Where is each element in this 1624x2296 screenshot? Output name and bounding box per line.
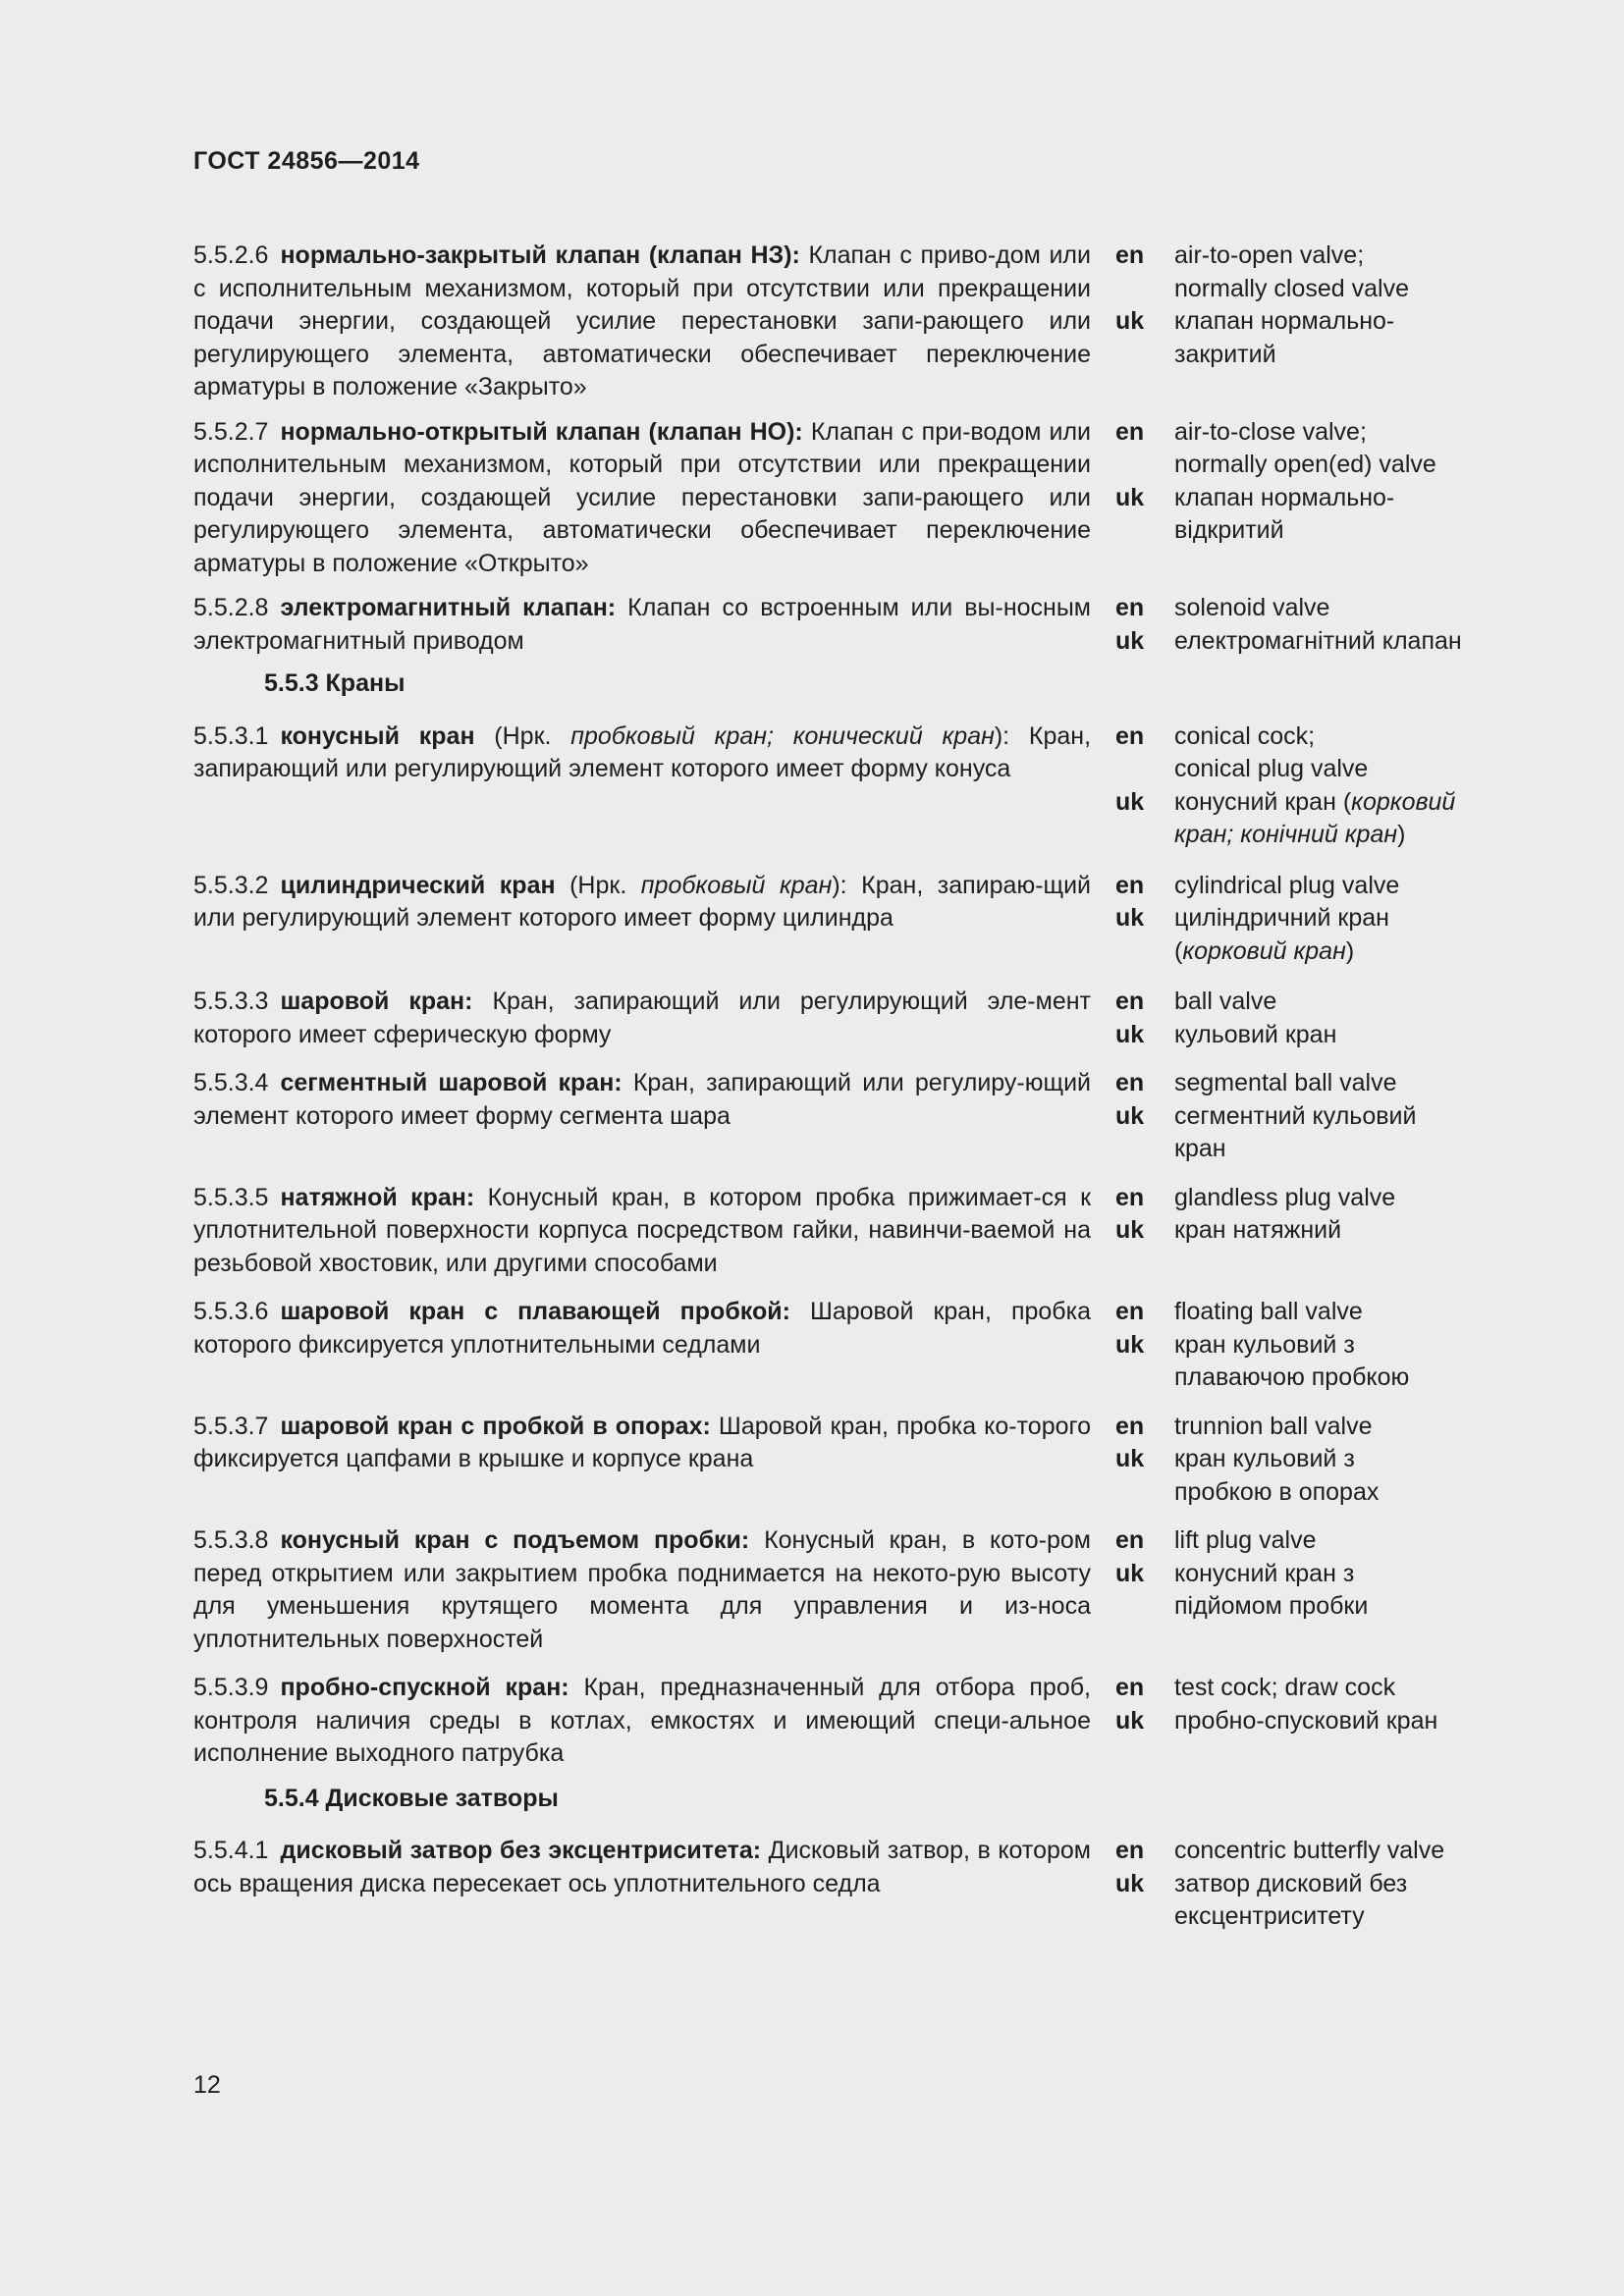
definition-line: Клапан с приво- — [808, 241, 997, 269]
definition-line: Кран, — [1028, 721, 1092, 750]
definition — [193, 240, 1091, 404]
en-term: lift plug valve — [1174, 1526, 1317, 1554]
translations — [1174, 592, 1498, 658]
lang-en-label: en — [1115, 417, 1145, 446]
en-term: trunnion ball valve — [1174, 1412, 1373, 1440]
uk-term: закритий — [1174, 340, 1276, 368]
clause-number: 5.5.4.1 — [193, 1837, 269, 1864]
term-title: шаровой кран: — [280, 988, 473, 1015]
language-codes — [1115, 592, 1174, 658]
lang-uk-label: uk — [1115, 307, 1145, 335]
uk-term: конусний кран з — [1174, 1559, 1355, 1587]
definition-line: щий или регулирующий элемент которого имеет форму цилиндра — [193, 871, 1092, 932]
language-codes — [1115, 986, 1174, 1051]
term-entry-5-5-2-7 — [193, 416, 1499, 581]
lang-en-label: en — [1115, 1674, 1145, 1701]
definition-line: прекращении подачи энергии, создающей усилие перестановки запи- — [193, 274, 1092, 335]
term-entry-5-5-3-2 — [193, 870, 1499, 969]
definition-line: ром перед открытием или закрытием пробка поднимается на некото- — [193, 1526, 1091, 1587]
en-term: normally closed valve — [1174, 274, 1409, 302]
lang-en-label: en — [1115, 721, 1145, 750]
translations — [1174, 1296, 1498, 1395]
definition-line: рающего или регулирующего элемента, автоматически обеспечивает — [193, 307, 1092, 368]
translations — [1174, 1067, 1498, 1166]
definition-line: мент которого имеет сферическую форму — [193, 988, 1091, 1048]
lang-en-label: en — [1115, 594, 1145, 621]
term-entry-5-5-3-5 — [193, 1182, 1499, 1281]
definition — [193, 1672, 1091, 1771]
definition-line: Кран, предназначенный для отбора — [583, 1674, 1015, 1701]
definition-line: ся к уплотнительной поверхности корпуса посредством гайки, навинчи- — [193, 1183, 1092, 1244]
uk-term: плаваючою пробкою — [1174, 1363, 1410, 1391]
term-entry-5-5-3-3 — [193, 986, 1499, 1051]
lang-en-label: en — [1115, 1526, 1145, 1554]
definition-line: ваемой на резьбовой хвостовик, или другими способами — [193, 1216, 1091, 1277]
term-title: нормально-закрытый клапан (клапан НЗ): — [280, 241, 800, 269]
translations — [1174, 1411, 1498, 1510]
definition — [193, 1411, 1091, 1510]
uk-term: пробкою в опорах — [1174, 1477, 1380, 1506]
definition-line: Дисковый затвор, в — [768, 1837, 991, 1864]
lang-en-label: en — [1115, 1183, 1145, 1211]
lang-uk-label: uk — [1115, 1445, 1145, 1472]
definition — [193, 592, 1091, 658]
term-title: электромагнитный клапан: — [280, 594, 617, 621]
uk-term: кульовий кран — [1174, 1020, 1337, 1048]
non-recommended-suffix: ): — [832, 871, 847, 899]
translations — [1174, 1672, 1498, 1771]
non-recommended-prefix: (Нрк. — [569, 871, 641, 899]
en-term: glandless plug valve — [1174, 1183, 1396, 1211]
uk-term: затвор дисковий без — [1174, 1869, 1408, 1897]
clause-number: 5.5.2.7 — [193, 417, 269, 446]
definition-line: Конусный кран, в котором пробка прижимает- — [487, 1183, 1042, 1211]
clause-number: 5.5.3.4 — [193, 1069, 269, 1096]
translations — [1174, 1835, 1498, 1934]
translations — [1174, 1524, 1498, 1656]
lang-uk-label: uk — [1115, 787, 1145, 816]
lang-uk-label: uk — [1115, 626, 1145, 655]
language-codes — [1115, 416, 1174, 581]
uk-term: кран; конічний кран) — [1174, 821, 1406, 848]
translations — [1174, 870, 1498, 969]
lang-en-label: en — [1115, 241, 1145, 269]
non-recommended-terms: пробковый кран — [640, 871, 833, 899]
language-codes — [1115, 1296, 1174, 1395]
clause-number: 5.5.2.6 — [193, 241, 269, 269]
term-entry-5-5-3-6 — [193, 1296, 1499, 1395]
definition-line: переключение арматуры в положение «Закрыто» — [193, 340, 1091, 400]
translations — [1174, 721, 1498, 852]
en-term: test cock; draw cock — [1174, 1674, 1396, 1701]
uk-term: підйомом пробки — [1174, 1592, 1369, 1620]
uk-term: кран натяжний — [1174, 1216, 1342, 1244]
uk-term: кран кульовий з — [1174, 1445, 1355, 1472]
uk-term: електромагнітний клапан — [1174, 626, 1462, 655]
clause-number: 5.5.3.6 — [193, 1298, 269, 1325]
lang-uk-label: uk — [1115, 483, 1145, 511]
clause-number: 5.5.3.8 — [193, 1526, 269, 1554]
lang-en-label: en — [1115, 871, 1145, 899]
section-heading-5-5-4: 5.5.4 Дисковые затворы — [264, 1784, 559, 1812]
lang-en-label: en — [1115, 1412, 1145, 1440]
term-entry-5-5-3-7 — [193, 1411, 1499, 1510]
definition-line: носным электромагнитный приводом — [193, 594, 1091, 655]
term-entry-5-5-4-1 — [193, 1835, 1499, 1934]
definition-line: запирающий или регулирующий элемент которого имеет форму конуса — [193, 755, 1011, 782]
definition-line: Клапан со встроенным или вы- — [627, 594, 1003, 621]
definition-line: Кран, запирающий или регулиру- — [632, 1069, 1025, 1096]
translations — [1174, 986, 1498, 1051]
term-entry-5-5-3-8 — [193, 1524, 1499, 1656]
term-title: пробно-спускной кран: — [280, 1674, 569, 1701]
definition — [193, 870, 1091, 969]
lang-uk-label: uk — [1115, 1020, 1145, 1048]
uk-term: ексцентриситету — [1174, 1902, 1365, 1930]
language-codes — [1115, 1182, 1174, 1281]
clause-number: 5.5.3.5 — [193, 1183, 269, 1211]
definition-line: прекращении подачи энергии, создающей усилие перестановки запи- — [193, 451, 1091, 511]
language-codes — [1115, 870, 1174, 969]
non-recommended-prefix: (Нрк. — [494, 721, 571, 750]
uk-term: конусний кран (корковий — [1174, 787, 1456, 816]
language-codes — [1115, 1835, 1174, 1934]
clause-number: 5.5.3.2 — [193, 871, 269, 899]
terms-list — [193, 240, 1499, 1934]
uk-term: клапан нормально- — [1174, 483, 1395, 511]
definition-line: переключение арматуры в положение «Открыто» — [193, 516, 1091, 577]
en-term: floating ball valve — [1174, 1298, 1363, 1325]
definition — [193, 986, 1091, 1051]
language-codes — [1115, 1067, 1174, 1166]
term-entry-5-5-3-9 — [193, 1672, 1499, 1771]
definition-line: дом или с исполнительным механизмом, который при отсутствии или — [193, 241, 1091, 302]
clause-number: 5.5.3.3 — [193, 988, 269, 1015]
lang-uk-label: uk — [1115, 1216, 1145, 1244]
lang-uk-label: uk — [1115, 1559, 1145, 1587]
lang-uk-label: uk — [1115, 1330, 1145, 1359]
definition-line: альное исполнение выходного патрубка — [193, 1706, 1091, 1767]
definition-line: рую высоту для уменьшения крутящего момента для управления и из- — [193, 1559, 1091, 1620]
definition-line: Кран, запирающий или регулирующий эле- — [492, 988, 1036, 1015]
clause-number: 5.5.2.8 — [193, 594, 269, 621]
lang-uk-label: uk — [1115, 1706, 1145, 1735]
uk-term: кран — [1174, 1135, 1226, 1162]
term-title: шаровой кран с пробкой в опорах: — [280, 1412, 711, 1440]
uk-term: циліндричний кран — [1174, 904, 1389, 932]
language-codes — [1115, 240, 1174, 404]
definition-line: котором ось вращения диска пересекает ось уплотнительного седла — [193, 1837, 1091, 1897]
definition — [193, 416, 1091, 581]
definition-line: Шаровой кран, пробка ко- — [718, 1412, 1017, 1440]
definition — [193, 721, 1091, 852]
term-entry-5-5-2-6 — [193, 240, 1499, 404]
lang-en-label: en — [1115, 1298, 1145, 1325]
non-recommended-suffix: ): — [994, 721, 1010, 750]
definition — [193, 1524, 1091, 1656]
uk-term: клапан нормально- — [1174, 307, 1395, 335]
uk-term: відкритий — [1174, 516, 1284, 544]
translations — [1174, 1182, 1498, 1281]
term-entry-5-5-3-1 — [193, 721, 1499, 852]
language-codes — [1115, 721, 1174, 852]
term-title: сегментный шаровой кран: — [280, 1069, 623, 1096]
uk-term: (корковий кран) — [1174, 936, 1355, 965]
en-term: conical cock; — [1174, 721, 1316, 750]
translations — [1174, 240, 1498, 404]
en-term: normally open(ed) valve — [1174, 451, 1436, 478]
lang-en-label: en — [1115, 1837, 1145, 1864]
lang-en-label: en — [1115, 988, 1145, 1015]
term-entry-5-5-3-4 — [193, 1067, 1499, 1166]
definition-line: проб, контроля наличия среды в котлах, емкостях и имеющий специ- — [193, 1674, 1092, 1735]
lang-en-label: en — [1115, 1069, 1145, 1096]
language-codes — [1115, 1524, 1174, 1656]
definition — [193, 1835, 1091, 1934]
definition-line: Шаровой кран, пробка — [809, 1298, 1091, 1325]
clause-number: 5.5.3.1 — [193, 721, 269, 750]
uk-term: кран кульовий з — [1174, 1330, 1355, 1359]
section-heading-5-5-3: 5.5.3 Краны — [264, 669, 406, 697]
language-codes — [1115, 1411, 1174, 1510]
term-title: цилиндрический кран — [280, 871, 556, 899]
definition-line: торого фиксируется цапфами в крышке и корпусе крана — [193, 1412, 1091, 1472]
definition-line: Конусный кран, в кото- — [764, 1526, 1047, 1554]
non-recommended-terms: пробковый кран; конический кран — [570, 721, 995, 750]
language-codes — [1115, 1672, 1174, 1771]
en-term: conical plug valve — [1174, 755, 1369, 782]
definition — [193, 1067, 1091, 1166]
en-term: air-to-close valve; — [1174, 417, 1367, 446]
en-term: concentric butterfly valve — [1174, 1837, 1445, 1864]
en-term: segmental ball valve — [1174, 1069, 1397, 1096]
term-title: конусный кран с подъемом пробки: — [280, 1526, 750, 1554]
term-entry-5-5-2-8 — [193, 592, 1499, 658]
lang-uk-label: uk — [1115, 1101, 1145, 1130]
term-title: натяжной кран: — [280, 1183, 475, 1211]
en-term: cylindrical plug valve — [1174, 871, 1400, 899]
definition-line: Кран, запираю- — [861, 871, 1044, 899]
page-number: 12 — [193, 2071, 221, 2099]
definition-line: водом или исполнительным механизмом, который при отсутствии или — [193, 417, 1092, 478]
definition-line: рающего или регулирующего элемента, автоматически обеспечивает — [193, 483, 1092, 544]
en-term: solenoid valve — [1174, 594, 1330, 621]
lang-uk-label: uk — [1115, 904, 1145, 932]
definition — [193, 1182, 1091, 1281]
definition-line: носа уплотнительных поверхностей — [193, 1592, 1091, 1653]
term-title: дисковый затвор без эксцентриситета: — [280, 1837, 762, 1864]
term-title: конусный кран — [280, 721, 475, 750]
clause-number: 5.5.3.7 — [193, 1412, 269, 1440]
en-term: ball valve — [1174, 988, 1277, 1015]
definition-line: ющий элемент которого имеет форму сегмента шара — [193, 1069, 1091, 1130]
en-term: air-to-open valve; — [1174, 241, 1365, 269]
lang-uk-label: uk — [1115, 1869, 1145, 1897]
definition-line: Клапан с при- — [810, 417, 971, 446]
clause-number: 5.5.3.9 — [193, 1674, 269, 1701]
document-header: ГОСТ 24856—2014 — [193, 147, 420, 175]
uk-term: сегментний кульовий — [1174, 1101, 1417, 1130]
term-title: шаровой кран с плавающей пробкой: — [280, 1298, 790, 1325]
translations — [1174, 416, 1498, 581]
uk-term: пробно-спусковий кран — [1174, 1706, 1438, 1735]
definition-line: которого фиксируется уплотнительными седлами — [193, 1330, 761, 1359]
definition — [193, 1296, 1091, 1395]
term-title: нормально-открытый клапан (клапан НО): — [280, 417, 803, 446]
